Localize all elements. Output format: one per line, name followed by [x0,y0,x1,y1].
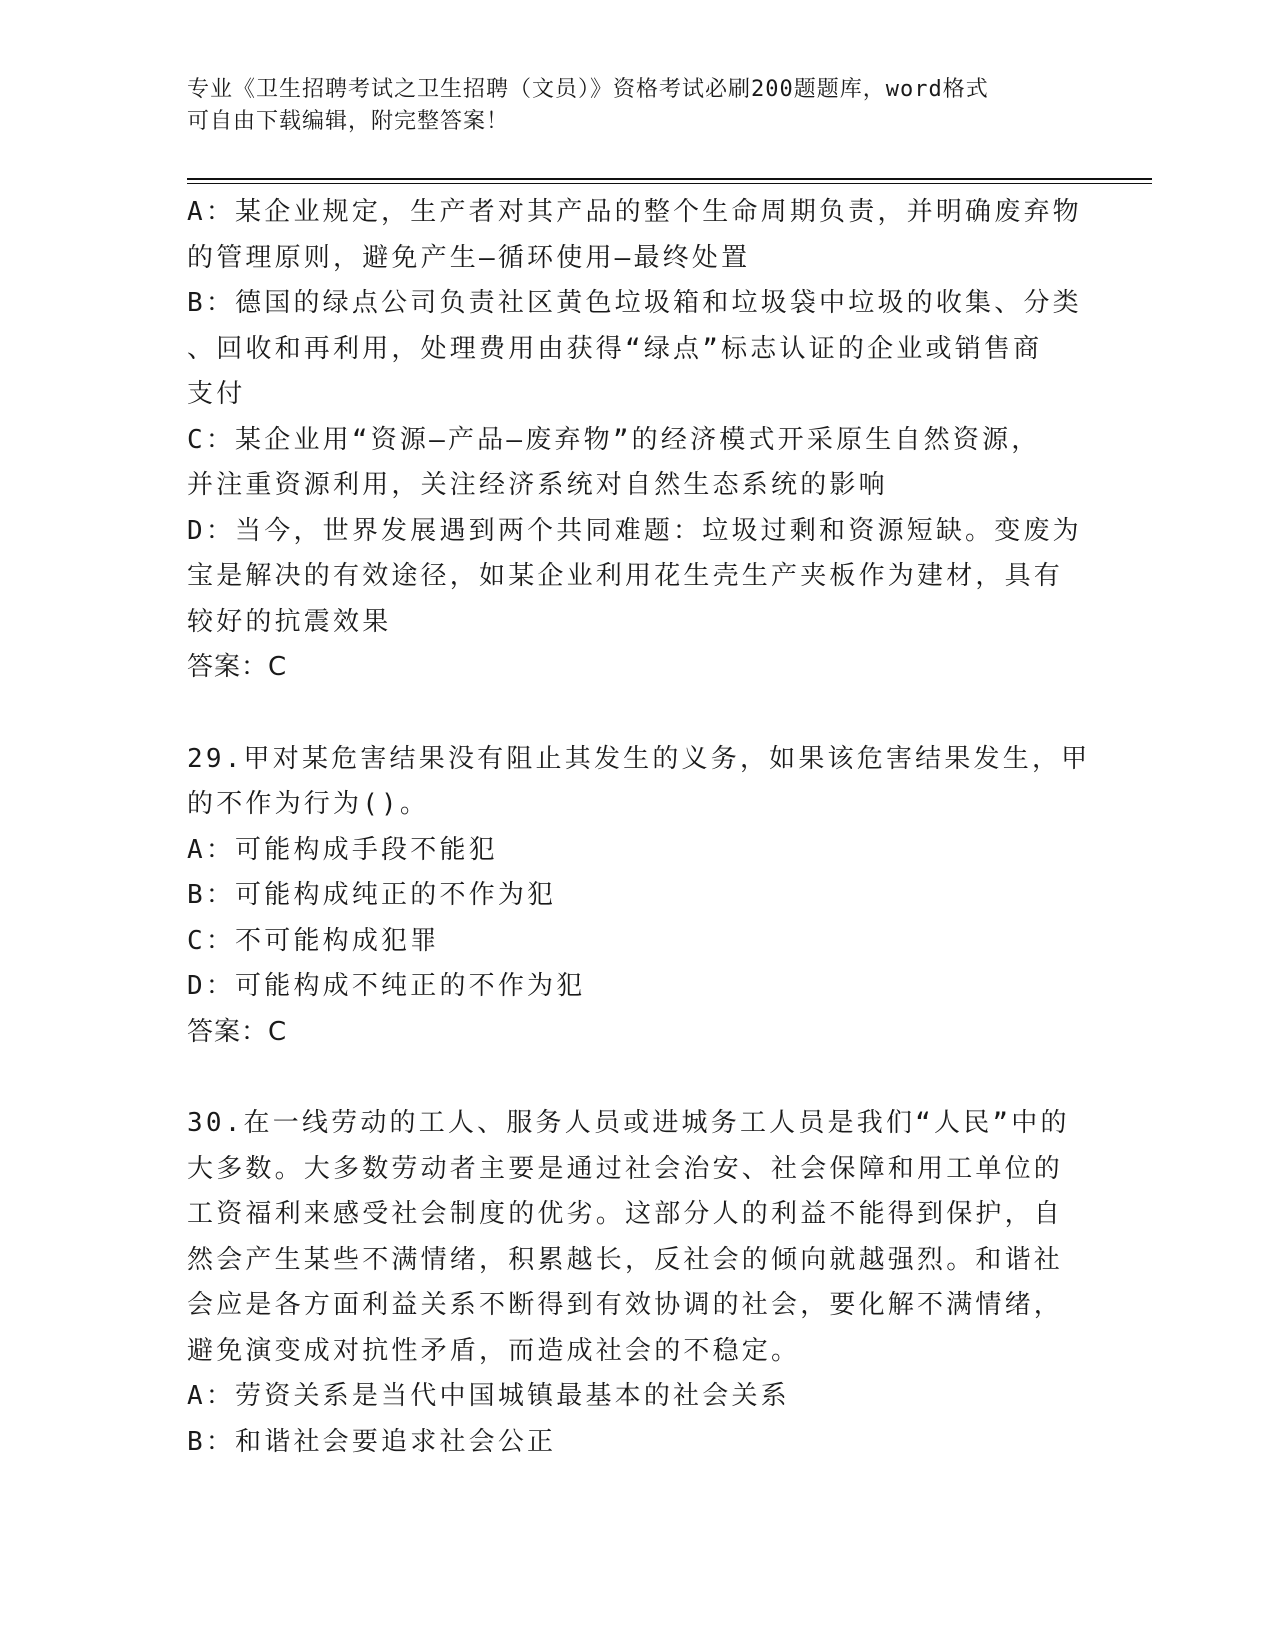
q29-option-c: C：不可能构成犯罪 [187,925,440,956]
question-28-options [187,190,1082,691]
q30-stem-line: 避免演变成对抗性矛盾，而造成社会的不稳定。 [187,1335,801,1366]
q28-option-line: 宝是解决的有效途径，如某企业利用花生壳生产夹板作为建材，具有 [187,561,1064,591]
q30-stem-line: 工资福利来感受社会制度的优劣。这部分人的利益不能得到保护，自 [187,1199,1064,1229]
header-line-2: 可自由下载编辑，附完整答案！ [187,109,510,134]
page-header [187,74,1067,138]
q30-stem-line: 会应是各方面利益关系不断得到有效协调的社会，要化解不满情绪， [187,1290,1064,1320]
question-spacer [187,691,1077,737]
q30-option-a: A：劳资关系是当代中国城镇最基本的社会关系 [187,1381,790,1411]
header-line-1: 专业《卫生招聘考试之卫生招聘（文员）》资格考试必刷200题题库，word格式 [187,77,989,102]
question-30 [187,1101,1077,1465]
header-divider-thick [187,178,1152,180]
q28-option-line: 的管理原则，避免产生—循环使用—最终处置 [187,242,751,273]
q28-option-line: C：某企业用“资源—产品—废弃物”的经济模式开采原生自然资源， [187,424,1041,455]
q28-option-line: A：某企业规定，生产者对其产品的整个生命周期负责，并明确废弃物 [187,197,1082,227]
q28-option-line: D：当今，世界发展遇到两个共同难题：垃圾过剩和资源短缺。变废为 [187,515,1082,546]
q29-option-d: D：可能构成不纯正的不作为犯 [187,971,586,1001]
q29-stem-line: 的不作为行为()。 [187,789,430,819]
question-content [187,190,1091,1465]
q28-option-line: B：德国的绿点公司负责社区黄色垃圾箱和垃圾袋中垃圾的收集、分类 [187,288,1082,318]
header-divider-thin [187,183,1152,184]
q30-stem-line: 然会产生某些不满情绪，积累越长，反社会的倾向就越强烈。和谐社 [187,1244,1064,1275]
q30-stem-line: 30.在一线劳动的工人、服务人员或进城务工人员是我们“人民”中的 [187,1108,1070,1138]
q28-option-line: 较好的抗震效果 [187,606,392,637]
question-spacer [187,1055,1077,1101]
q30-stem-line: 大多数。大多数劳动者主要是通过社会治安、社会保障和用工单位的 [187,1153,1064,1184]
q28-option-line: 并注重资源利用，关注经济系统对自然生态系统的影响 [187,470,888,500]
q30-option-b: B：和谐社会要追求社会公正 [187,1426,557,1457]
q29-answer: 答案：C [187,1016,288,1047]
q28-option-line: 、回收和再利用，处理费用由获得“绿点”标志认证的企业或销售商 [187,333,1043,364]
q29-option-b: B：可能构成纯正的不作为犯 [187,880,557,910]
q28-answer: 答案：C [187,652,288,682]
question-29 [187,737,1091,1056]
q29-option-a: A：可能构成手段不能犯 [187,834,498,865]
q29-stem-line: 29.甲对某危害结果没有阻止其发生的义务，如果该危害结果发生，甲 [187,743,1091,774]
q28-option-line: 支付 [187,379,246,409]
